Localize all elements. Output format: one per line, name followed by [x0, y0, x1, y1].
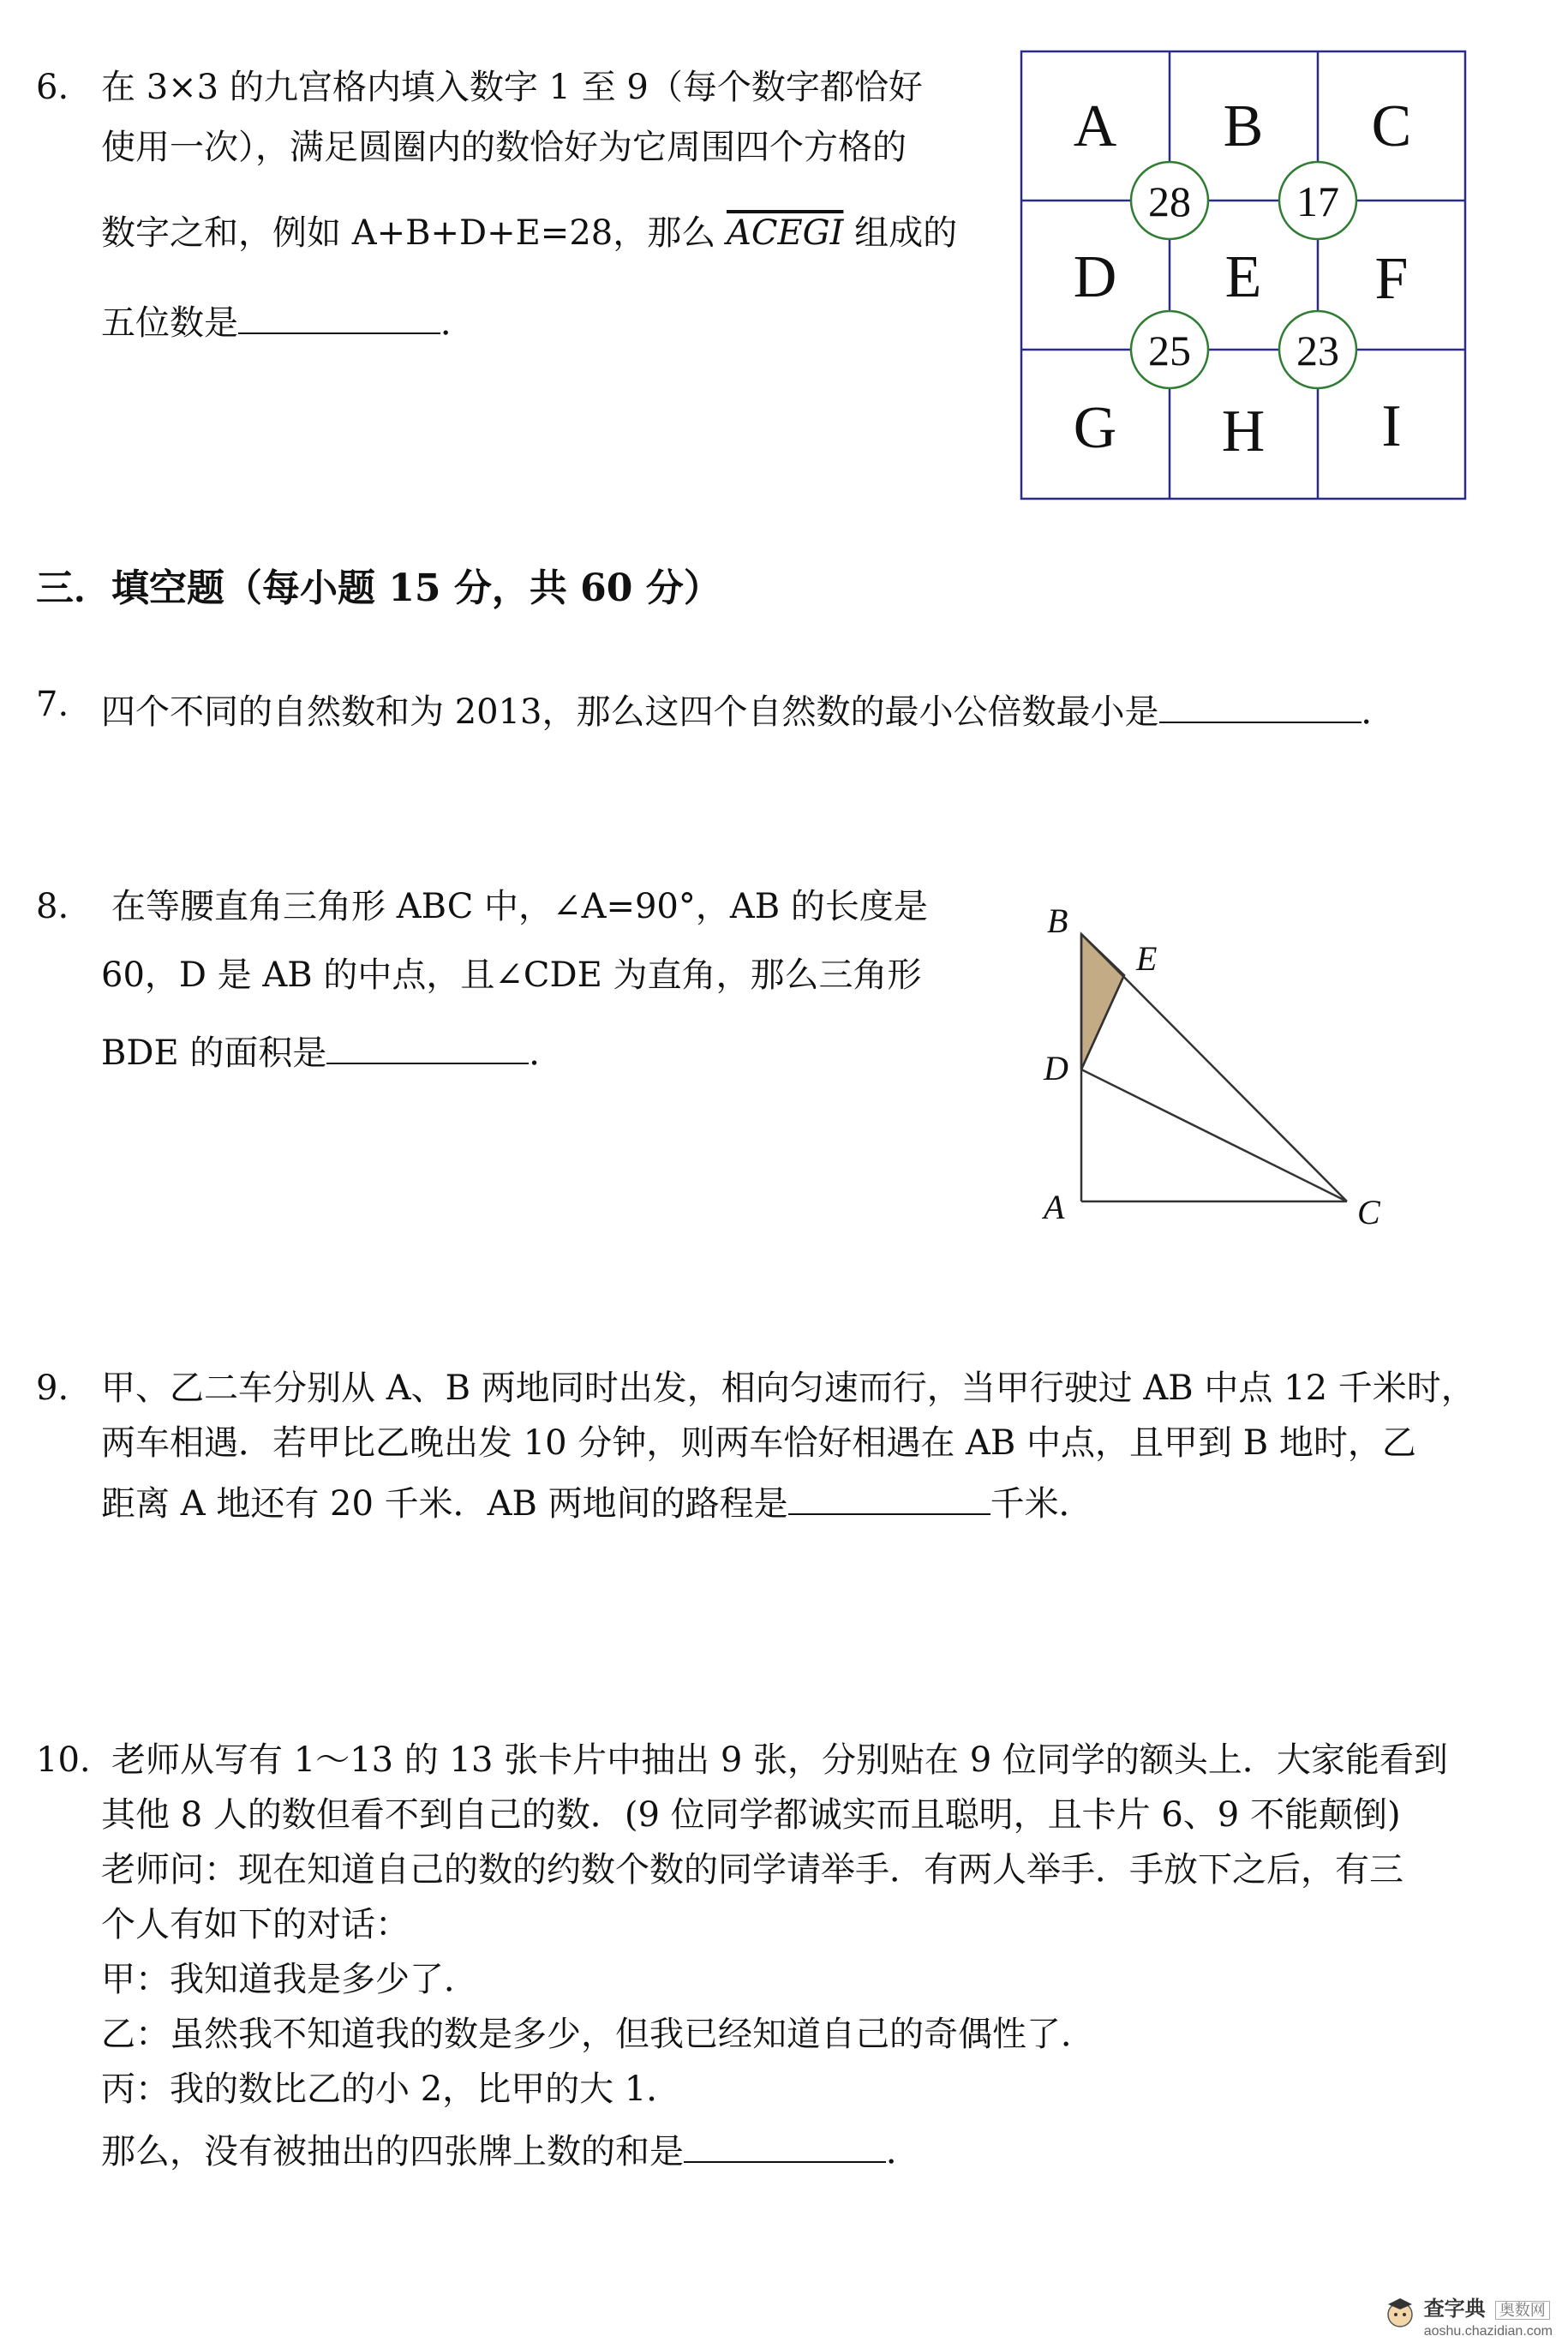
- q6-line-1: 在 3×3 的九宫格内填入数字 1 至 9（每个数字都恰好: [101, 68, 923, 107]
- mascot-icon: [1383, 2296, 1417, 2330]
- q7-number: 7.: [36, 685, 69, 724]
- grid-cell-b: B: [1223, 93, 1264, 159]
- q10-line-5: 甲：我知道我是多少了．: [101, 1960, 478, 1999]
- q9-line-3-text: 距离 A 地还有 20 千米．AB 两地间的路程是: [101, 1484, 788, 1524]
- q6-nine-grid-figure: [1020, 50, 1469, 504]
- q9-line-3: [101, 1479, 1093, 1524]
- q6-line-3-text: 数字之和，例如 A+B+D+E=28，那么: [101, 213, 716, 253]
- grid-cell-i: I: [1381, 393, 1402, 459]
- q6-overline-number: ACEGI: [726, 213, 844, 253]
- q6-answer-blank[interactable]: [238, 298, 440, 334]
- q9-number: 9.: [36, 1369, 69, 1408]
- watermark-tag: 奥数网: [1495, 2301, 1550, 2320]
- q7-text: 四个不同的自然数和为 2013，那么这四个自然数的最小公倍数最小是 ．: [101, 687, 1396, 729]
- q10-line-7: 丙：我的数比乙的小 2，比甲的大 1．: [101, 2069, 681, 2109]
- segment-bc: [1081, 934, 1347, 1201]
- q7-answer-blank[interactable]: [1159, 687, 1362, 723]
- q9-line-2: 两车相遇．若甲比乙晚出发 10 分钟，则两车恰好相遇在 AB 中点，且甲到 B 地时，乙: [101, 1423, 1416, 1463]
- q9-answer-blank[interactable]: [788, 1479, 990, 1515]
- q10-line-8: 那么，没有被抽出的四张牌上数的和是 ．: [101, 2127, 920, 2169]
- circle-sum-23: 23: [1296, 326, 1339, 374]
- grid-cell-h: H: [1221, 398, 1266, 464]
- grid-cell-g: G: [1073, 395, 1117, 461]
- q8-line-1: 在等腰直角三角形 ABC 中，∠A=90°，AB 的长度是: [111, 887, 928, 926]
- watermark-name: 查字典: [1423, 2297, 1486, 2321]
- q8-triangle-figure: [1028, 883, 1414, 1243]
- q6-line-3: [101, 213, 958, 253]
- q10-line-1: 老师从写有 1～13 的 13 张卡片中抽出 9 张，分别贴在 9 位同学的额头上．大家能看到: [111, 1740, 1448, 1780]
- q9-line-1: 甲、乙二车分别从 A、B 两地同时出发，相向匀速而行，当甲行驶过 AB 中点 12 千米时，: [101, 1369, 1475, 1408]
- label-c: C: [1357, 1193, 1380, 1231]
- q6-line-3-tail: 组成的: [854, 213, 958, 253]
- circle-sum-28: 28: [1148, 177, 1191, 225]
- q6-line-4: 五位数是 ．: [101, 298, 475, 340]
- q8-answer-blank[interactable]: [326, 1028, 529, 1064]
- segment-dc: [1081, 1069, 1347, 1201]
- q9-unit: 千米．: [990, 1484, 1093, 1524]
- q8-line-3-text: BDE 的面积是: [101, 1033, 327, 1073]
- grid-cell-f: F: [1374, 246, 1409, 312]
- q6-line-2: 使用一次），满足圆圈内的数恰好为它周围四个方格的: [101, 128, 907, 167]
- q10-line-6: 乙：虽然我不知道我的数是多少，但我已经知道自己的奇偶性了．: [101, 2015, 1095, 2054]
- q6-number: 6.: [36, 68, 69, 107]
- q10-line-3: 老师问：现在知道自己的数的约数个数的同学请举手．有两人举手．手放下之后，有三: [101, 1850, 1403, 1890]
- q8-line-2: 60，D 是 AB 的中点，且∠CDE 为直角，那么三角形: [101, 955, 922, 995]
- q10-line-8-text: 那么，没有被抽出的四张牌上数的和是: [101, 2132, 684, 2171]
- q8-line-3: BDE 的面积是 ．: [101, 1028, 563, 1070]
- q10-answer-blank[interactable]: [684, 2127, 886, 2163]
- grid-cell-d: D: [1073, 244, 1117, 310]
- grid-cell-a: A: [1073, 93, 1117, 159]
- label-b: B: [1047, 901, 1068, 940]
- q10-number: 10.: [36, 1740, 91, 1780]
- grid-cell-c: C: [1371, 93, 1412, 159]
- q7-text-body: 四个不同的自然数和为 2013，那么这四个自然数的最小公倍数最小是: [101, 692, 1159, 732]
- watermark: [1383, 2285, 1553, 2339]
- label-e: E: [1136, 939, 1158, 978]
- q10-line-2: 其他 8 人的数但看不到自己的数．(9 位同学都诚实而且聪明，且卡片 6、9 不能颠倒): [101, 1795, 1401, 1835]
- label-a: A: [1044, 1188, 1065, 1226]
- q10-line-4: 个人有如下的对话：: [101, 1905, 410, 1944]
- section-3-title: 三．填空题（每小题 15 分，共 60 分）: [36, 566, 721, 610]
- circle-sum-17: 17: [1296, 177, 1339, 225]
- q8-number: 8.: [36, 887, 69, 926]
- circle-sum-25: 25: [1148, 326, 1191, 374]
- label-d: D: [1044, 1049, 1068, 1087]
- q6-line-4-text: 五位数是: [101, 303, 238, 343]
- watermark-url: aoshu.chazidian.com: [1423, 2324, 1553, 2339]
- grid-cell-e: E: [1224, 244, 1262, 310]
